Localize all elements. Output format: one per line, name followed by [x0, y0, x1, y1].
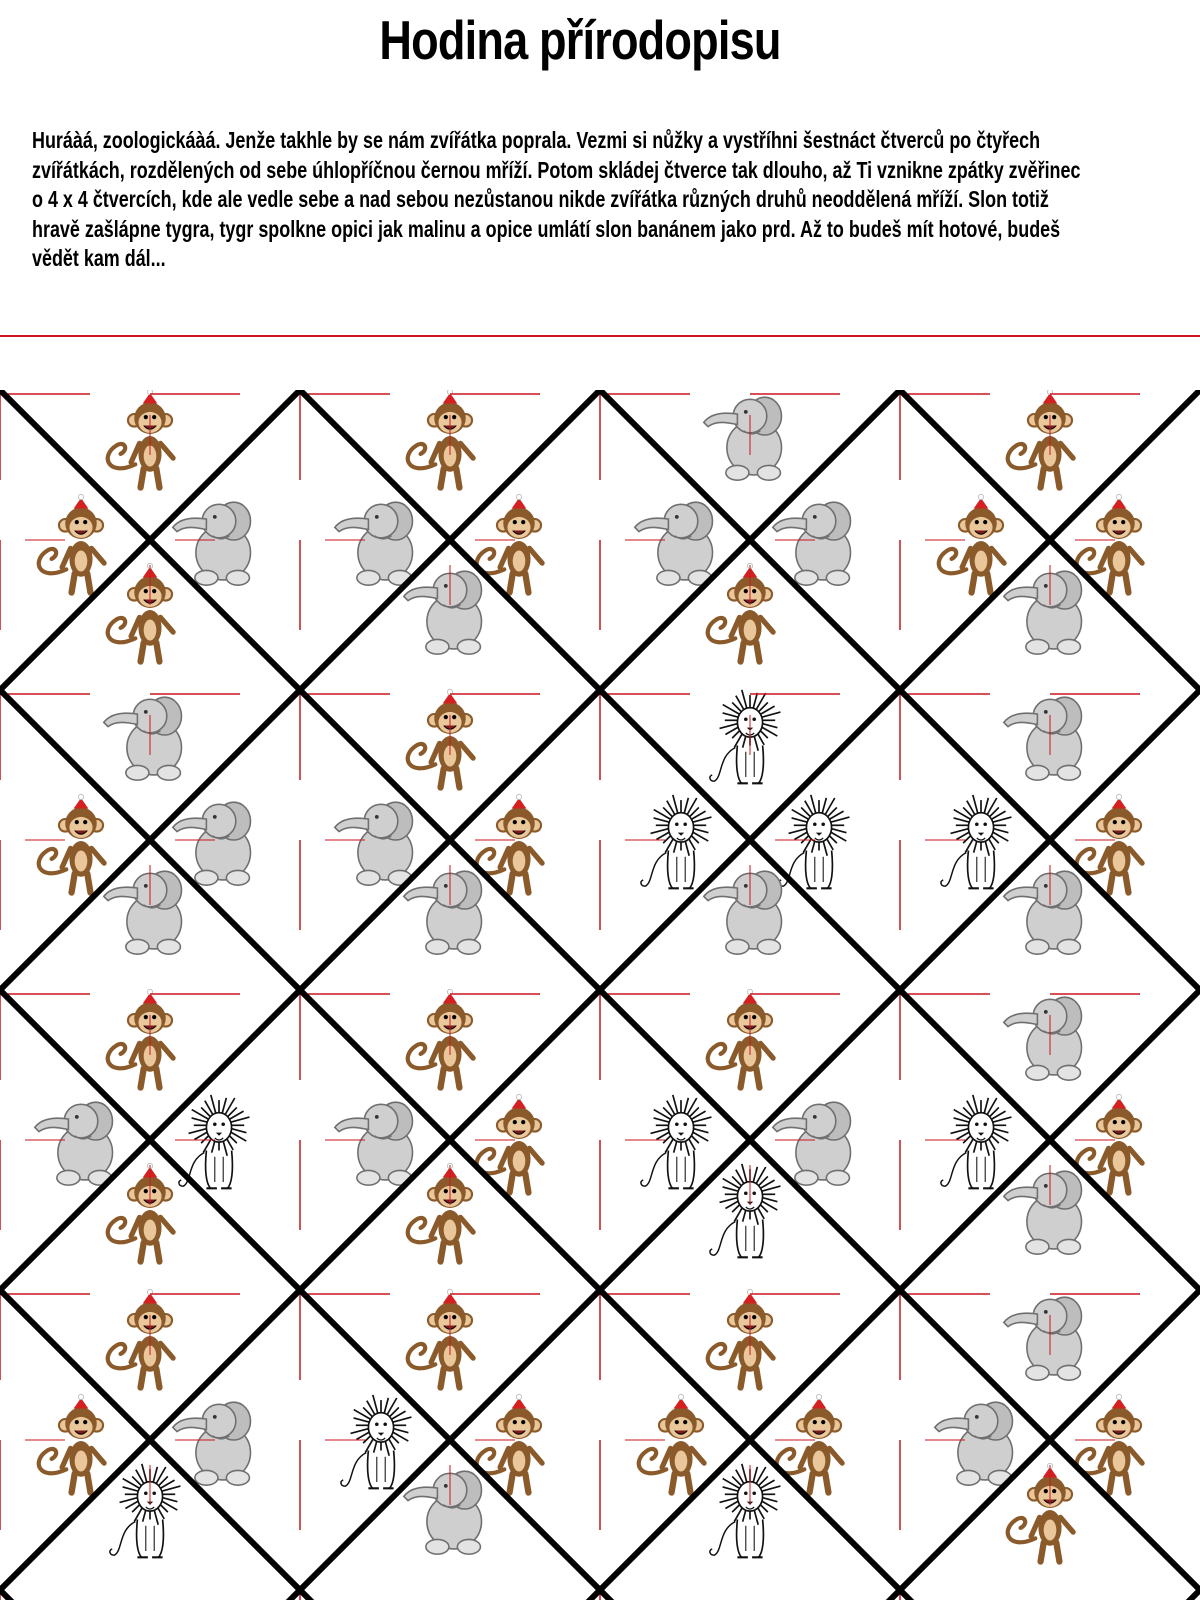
lion-icon — [341, 1395, 412, 1488]
lion-icon — [779, 795, 850, 888]
elephant-icon — [104, 697, 182, 780]
elephant-icon — [35, 1102, 113, 1185]
elephant-icon — [1004, 697, 1082, 780]
elephant-icon — [935, 1402, 1013, 1485]
monkey-icon — [39, 794, 104, 892]
instructions-line: zvířátkách, rozdělených od sebe úhlopříčnou černou mříží. Potom skládej čtverce tak dlouho, až Ti vznikne zpátky zvěřinec — [32, 156, 1081, 183]
monkey-icon — [108, 1289, 173, 1387]
elephant-icon — [1004, 571, 1082, 654]
elephant-icon — [335, 502, 413, 585]
lion-icon — [941, 795, 1012, 888]
lion-icon — [710, 1464, 781, 1557]
monkey-icon — [639, 1394, 704, 1492]
elephant-icon — [335, 802, 413, 885]
lion-icon — [110, 1464, 181, 1557]
monkey-icon — [939, 494, 1004, 592]
lion-icon — [941, 1095, 1012, 1188]
instructions-line: Huráàá, zoologickáàá. Jenže takhle by se nám zvířátka poprala. Vezmi si nůžky a vystříhni šestnáct čtverců po čtyřech — [32, 127, 1041, 153]
page-title: Hodina přírodopisu — [379, 9, 781, 71]
elephant-icon — [1004, 1171, 1082, 1254]
lion-icon — [179, 1095, 250, 1188]
monkey-icon — [708, 563, 773, 661]
divider-line — [0, 335, 1200, 337]
monkey-icon — [408, 689, 473, 787]
instructions-line: vědět kam dál... — [32, 245, 166, 271]
monkey-icon — [1008, 390, 1073, 488]
monkey-icon — [408, 1163, 473, 1261]
elephant-icon — [635, 502, 713, 585]
elephant-icon — [1004, 997, 1082, 1080]
elephant-icon — [335, 1102, 413, 1185]
elephant-icon — [1004, 1297, 1082, 1380]
monkey-icon — [408, 390, 473, 488]
elephant-icon — [704, 397, 782, 480]
instructions-line: o 4 x 4 čtvercích, kde ale vedle sebe a nad sebou nezůstanou nikde zvířátka různých druhů neoddělená mříží. Slon totiž — [32, 186, 1049, 212]
elephant-icon — [1004, 871, 1082, 954]
lion-icon — [710, 690, 781, 783]
elephant-icon — [104, 871, 182, 954]
monkey-icon — [39, 1394, 104, 1492]
elephant-icon — [404, 871, 482, 954]
puzzle-tile — [335, 689, 542, 954]
monkey-icon — [408, 1289, 473, 1387]
puzzle-tile — [335, 390, 542, 654]
monkey-icon — [108, 390, 173, 488]
puzzle-board — [0, 390, 1200, 1600]
elephant-icon — [404, 571, 482, 654]
monkey-icon — [708, 989, 773, 1087]
puzzle-board-svg — [0, 390, 1200, 1600]
puzzle-tile — [939, 390, 1142, 654]
elephant-icon — [704, 871, 782, 954]
monkey-icon — [108, 563, 173, 661]
instructions-line: hravě zašlápne tygra, tygr spolkne opici jak malinu a opice umlátí slon banánem jako prd. Až to budeš mít hotové, budeš — [32, 215, 1061, 242]
monkey-icon — [408, 989, 473, 1087]
instructions-text — [32, 126, 1108, 274]
monkey-icon — [108, 989, 173, 1087]
lion-icon — [641, 1095, 712, 1188]
puzzle-tile — [341, 1289, 542, 1554]
lion-icon — [641, 795, 712, 888]
monkey-icon — [39, 494, 104, 592]
elephant-icon — [404, 1471, 482, 1554]
monkey-icon — [708, 1289, 773, 1387]
monkey-icon — [108, 1163, 173, 1261]
lion-icon — [710, 1164, 781, 1257]
monkey-icon — [1008, 1463, 1073, 1561]
